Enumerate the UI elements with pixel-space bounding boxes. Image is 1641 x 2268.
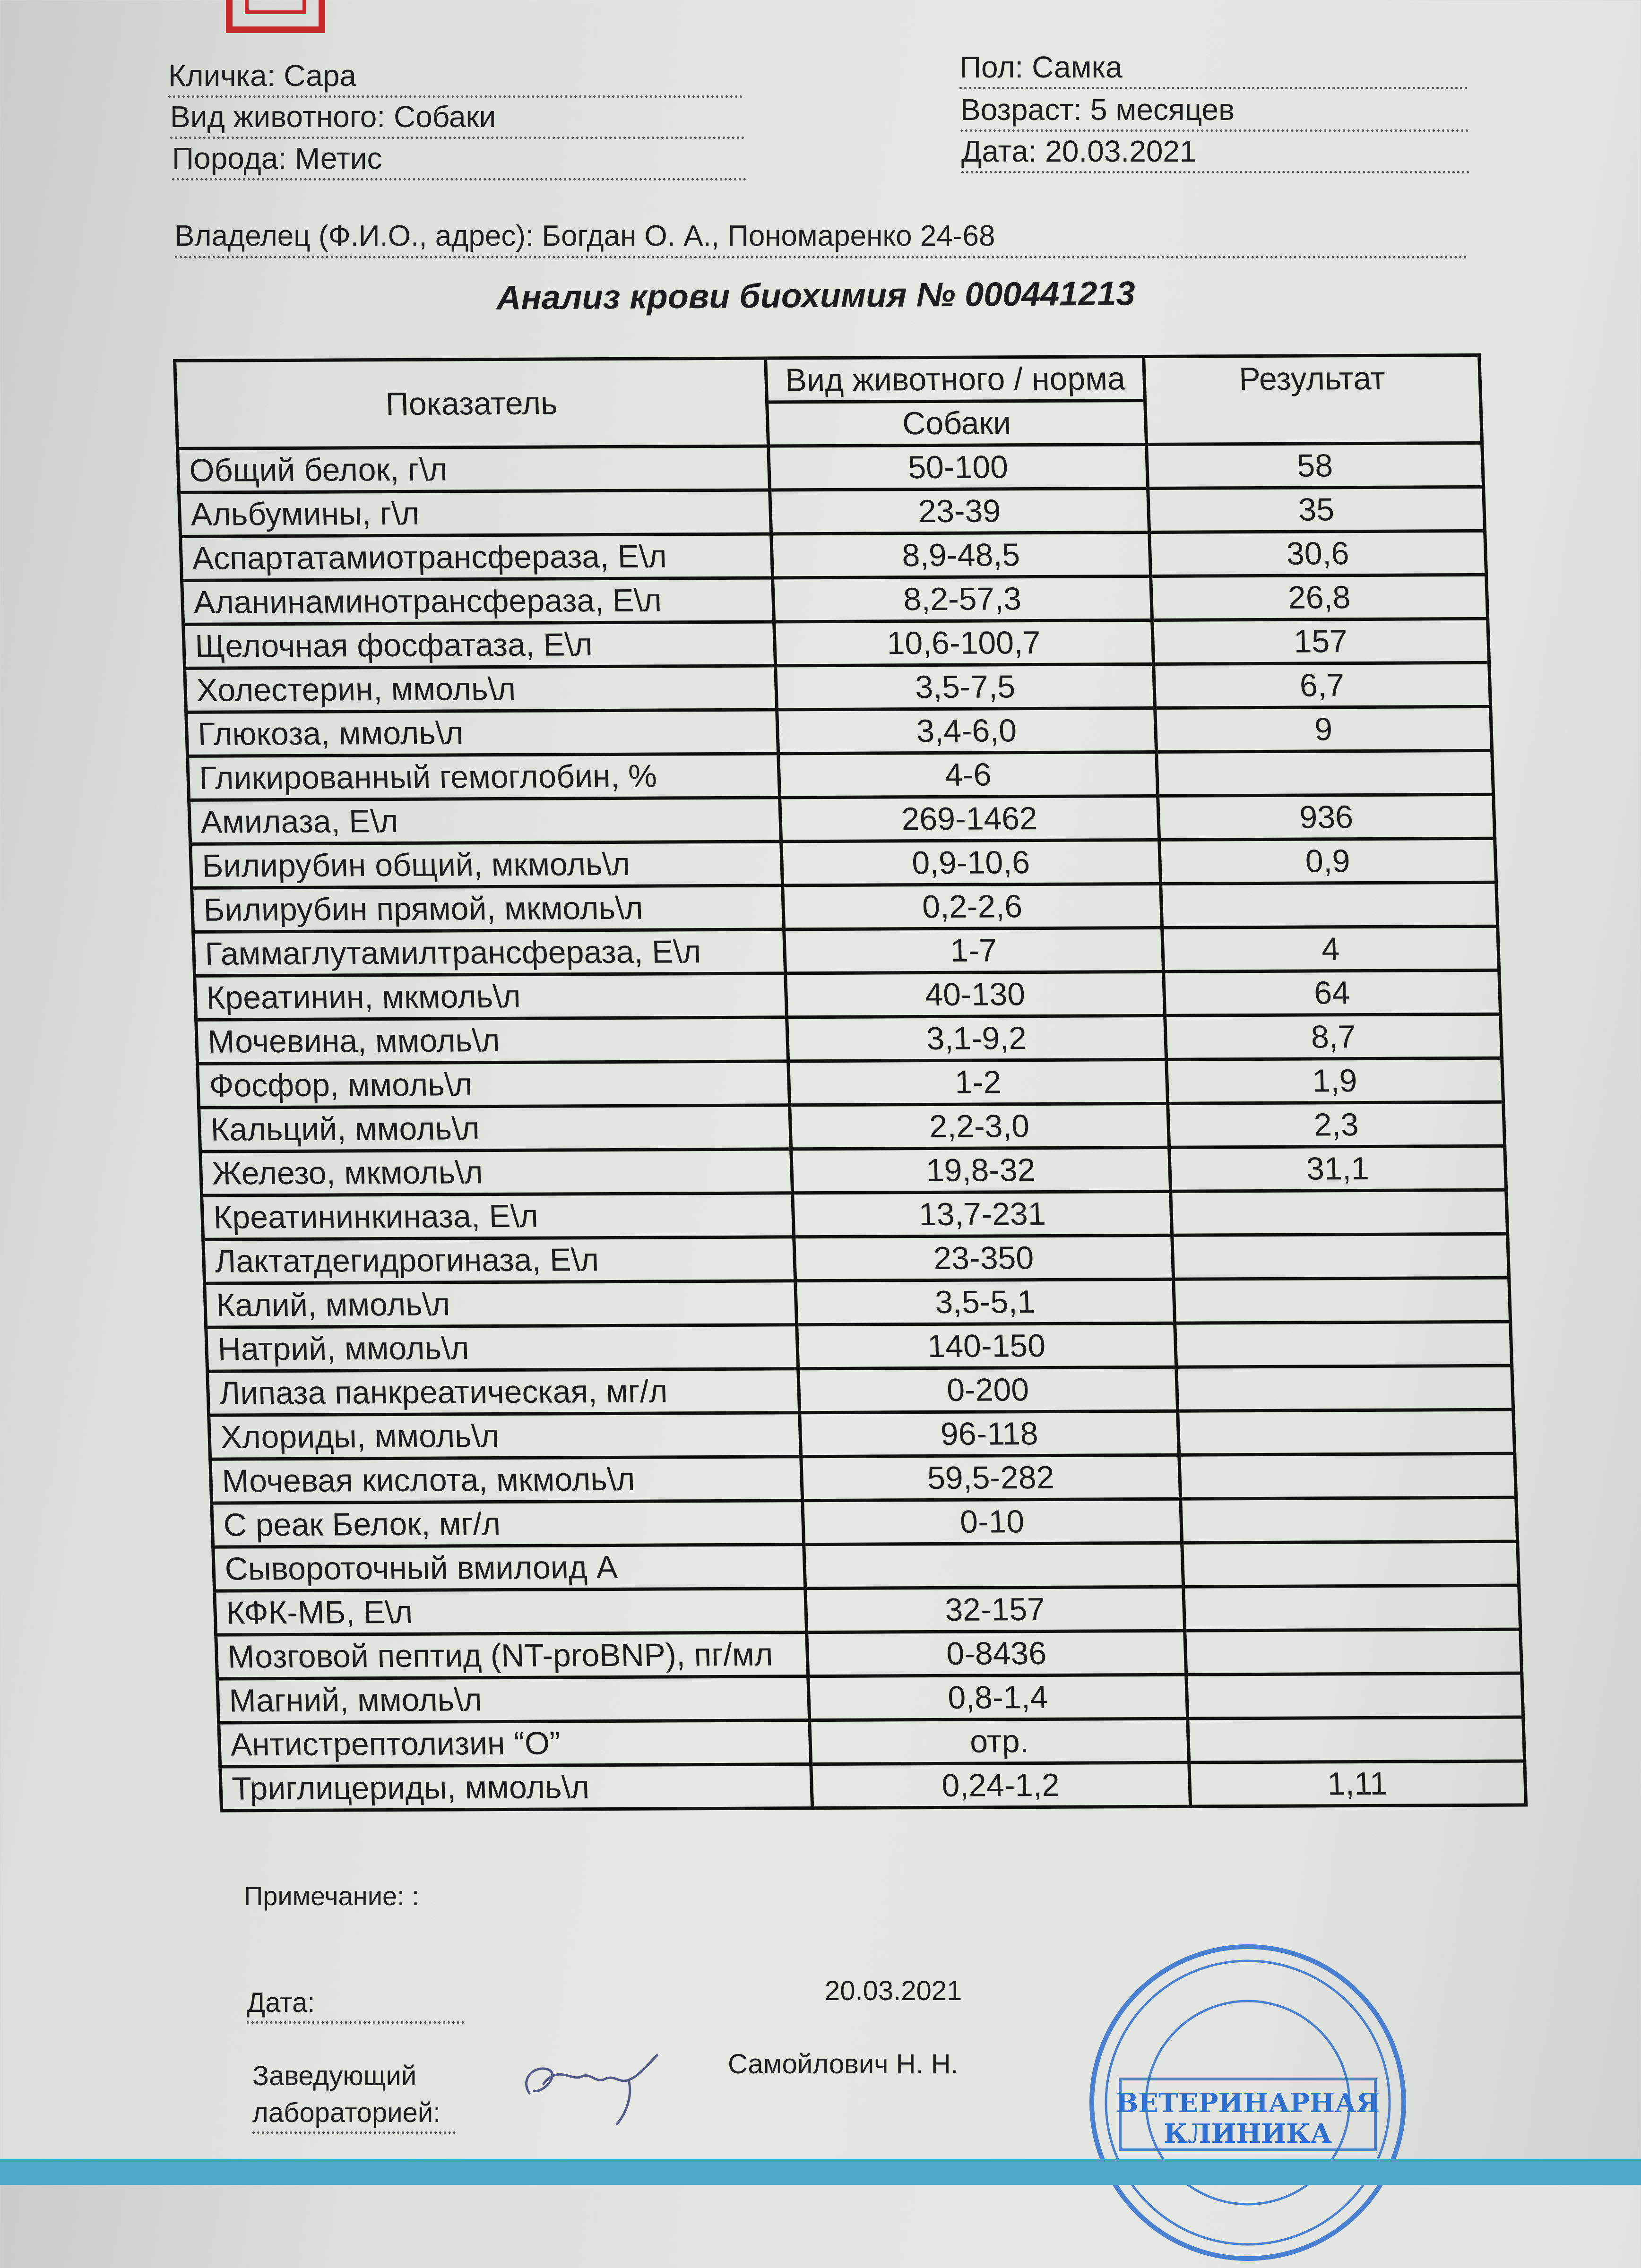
column-header-norm: Вид животного / норма [766, 357, 1145, 402]
indicator-cell: Гликированный гемоглобин, % [188, 754, 780, 800]
table-row [206, 1322, 1512, 1371]
indicator-cell: Кальций, ммоль\л [199, 1105, 791, 1151]
table-row [190, 838, 1496, 888]
footer-date-label: Дата: [247, 1984, 464, 2024]
indicator-cell: Мочевина, ммоль\л [196, 1017, 788, 1064]
indicator-cell: Фосфор, ммоль\л [198, 1061, 790, 1108]
head-label-line2: лабораторией: [252, 2095, 456, 2134]
norm-cell: 4-6 [778, 752, 1158, 797]
indicator-cell: Аланинаминотрансфераза, Е\л [182, 578, 774, 624]
indicator-cell: Магний, ммоль\л [217, 1676, 810, 1723]
result-cell: 8,7 [1165, 1014, 1502, 1059]
result-cell [1181, 1497, 1518, 1543]
norm-cell: 59,5-282 [801, 1455, 1181, 1500]
table-row [182, 575, 1488, 624]
table-row [188, 750, 1494, 800]
norm-cell: 0,9-10,6 [781, 840, 1161, 885]
biochemistry-table [173, 353, 1524, 1813]
result-cell [1171, 1190, 1508, 1235]
norm-cell: 32-157 [805, 1587, 1185, 1632]
norm-cell: 23-39 [770, 489, 1149, 534]
sex-field: Пол: Самка [959, 47, 1468, 89]
result-cell [1179, 1453, 1516, 1499]
indicator-cell: Сывороточный вмилоид А [213, 1545, 805, 1591]
indicator-cell: С реак Белок, мг/л [212, 1501, 804, 1547]
table-row [183, 619, 1489, 668]
table-row [195, 970, 1501, 1020]
result-cell [1176, 1366, 1513, 1411]
indicator-cell: Липаза панкреатическая, мг/л [207, 1369, 800, 1415]
result-cell [1175, 1322, 1512, 1367]
footer-date-value: 20.03.2021 [825, 1976, 962, 2006]
column-header-indicator: Показатель [175, 358, 769, 448]
indicator-cell: Билирубин прямой, мкмоль\л [192, 885, 784, 932]
indicator-cell: Триглицериды, ммоль\л [220, 1764, 812, 1811]
table-row [215, 1585, 1520, 1635]
indicator-cell: Мочевая кислота, мкмоль\л [210, 1457, 803, 1503]
indicator-cell: Альбумины, г\л [179, 490, 771, 536]
result-cell: 0,9 [1159, 838, 1496, 884]
species-field: Вид животного: Собаки [170, 97, 744, 139]
result-cell: 1,9 [1166, 1058, 1503, 1103]
result-cell [1161, 882, 1498, 928]
indicator-cell: Антистрептолизин “О” [219, 1720, 811, 1767]
norm-cell: 269-1462 [780, 796, 1159, 841]
owner-field: Владелец (Ф.И.О., адрес): Богдан О. А., Пономаренко 24-68 [175, 216, 1468, 258]
result-cell: 936 [1158, 794, 1495, 840]
result-cell: 9 [1155, 706, 1492, 752]
norm-cell: 8,2-57,3 [773, 576, 1152, 621]
indicator-cell: Билирубин общий, мкмоль\л [190, 842, 783, 888]
table-row [199, 1102, 1505, 1151]
result-cell [1157, 750, 1494, 796]
date-field: Дата: 20.03.2021 [961, 131, 1469, 173]
result-cell [1188, 1717, 1525, 1762]
note-label: Примечание: : [244, 1881, 419, 1911]
table-row [189, 794, 1495, 844]
stamp-line2: КЛИНИКА [1164, 2118, 1332, 2149]
table-row [212, 1497, 1518, 1547]
norm-cell: 40-130 [786, 971, 1165, 1017]
norm-cell: 0-200 [798, 1367, 1178, 1412]
table-row [219, 1717, 1525, 1767]
result-cell [1178, 1409, 1515, 1455]
norm-cell: 0,8-1,4 [808, 1675, 1188, 1720]
indicator-cell: Креатинин, мкмоль\л [195, 973, 787, 1020]
indicator-cell: Мозговой пептид (NT-proBNP), пг/мл [216, 1632, 808, 1679]
result-cell: 2,3 [1168, 1102, 1505, 1147]
indicator-cell: Креатининкиназа, Е\л [202, 1193, 794, 1239]
result-cell [1182, 1541, 1519, 1587]
norm-cell: 19,8-32 [791, 1147, 1171, 1193]
indicator-cell: Лактатдегидрогиназа, Е\л [203, 1237, 795, 1283]
result-cell [1183, 1585, 1520, 1631]
table-row [202, 1190, 1508, 1239]
table-row [203, 1234, 1509, 1283]
indicator-cell: Холестерин, ммоль\л [185, 666, 777, 712]
table-row [205, 1278, 1511, 1327]
table-row [181, 531, 1486, 580]
result-cell [1174, 1278, 1511, 1323]
norm-cell: 0,24-1,2 [811, 1762, 1191, 1808]
breed-field: Порода: Метис [172, 138, 746, 180]
result-cell: 58 [1147, 443, 1484, 488]
result-cell: 26,8 [1151, 575, 1488, 620]
table-row [213, 1541, 1519, 1591]
result-cell [1186, 1673, 1523, 1718]
table-row [210, 1453, 1516, 1503]
norm-cell: 3,5-5,1 [795, 1279, 1175, 1324]
norm-cell: 50-100 [769, 445, 1148, 490]
result-cell: 30,6 [1149, 531, 1486, 576]
norm-cell: 140-150 [797, 1323, 1176, 1368]
norm-cell [804, 1543, 1183, 1588]
table-row [200, 1146, 1506, 1195]
document-title: Анализ крови биохимия № 000441213 [496, 275, 1135, 317]
result-cell: 1,11 [1189, 1761, 1526, 1806]
indicator-cell: Калий, ммоль\л [205, 1281, 797, 1327]
indicator-cell: КФК-МБ, Е\л [215, 1589, 807, 1635]
norm-cell: 3,4-6,0 [777, 708, 1157, 753]
head-label-line1: Заведующий [252, 2061, 417, 2091]
indicator-cell: Общий белок, г\л [178, 446, 770, 492]
table-body [178, 443, 1526, 1811]
indicator-cell: Железо, мкмоль\л [200, 1149, 793, 1195]
norm-cell: 13,7-231 [793, 1191, 1172, 1237]
column-header-result: Результат [1144, 355, 1482, 444]
pet-name-field: Кличка: Сара [168, 56, 743, 98]
norm-cell: 3,1-9,2 [787, 1015, 1166, 1061]
indicator-cell: Натрий, ммоль\л [206, 1325, 798, 1371]
norm-cell: 1-7 [784, 928, 1164, 973]
norm-cell: 10,6-100,7 [774, 620, 1154, 665]
norm-cell: 23-350 [794, 1235, 1174, 1280]
norm-cell: 0,2-2,6 [783, 884, 1162, 929]
norm-cell: 1-2 [788, 1059, 1168, 1105]
result-cell: 6,7 [1154, 662, 1491, 708]
result-cell: 157 [1152, 619, 1489, 664]
indicator-cell: Хлориды, ммоль\л [209, 1413, 801, 1459]
age-field: Возраст: 5 месяцев [960, 90, 1468, 132]
result-cell [1185, 1629, 1522, 1675]
indicator-cell: Аспартатамиотрансфераза, Е\л [181, 534, 773, 580]
table-row [178, 443, 1484, 492]
column-subheader-species: Собаки [767, 401, 1147, 446]
norm-cell: 8,9-48,5 [771, 532, 1151, 577]
result-cell: 35 [1148, 487, 1485, 532]
screen-taskbar [0, 2159, 1641, 2185]
norm-cell: 0-8436 [807, 1631, 1186, 1676]
indicator-cell: Гаммаглутамилтрансфераза, Е\л [193, 929, 786, 976]
norm-cell: 96-118 [800, 1411, 1179, 1456]
table-row [186, 706, 1492, 756]
table-row [220, 1761, 1526, 1811]
table-row [209, 1409, 1515, 1459]
clinic-logo [226, 0, 325, 33]
table-row [216, 1629, 1522, 1679]
indicator-cell: Амилаза, Е\л [189, 798, 781, 844]
norm-cell: 2,2-3,0 [790, 1103, 1169, 1149]
result-cell: 31,1 [1169, 1146, 1506, 1191]
indicator-cell: Глюкоза, ммоль\л [186, 710, 778, 756]
signature-image [515, 2036, 666, 2131]
norm-cell: отр. [810, 1718, 1189, 1764]
table-row [207, 1366, 1513, 1415]
table-row [217, 1673, 1523, 1723]
table-row [192, 882, 1498, 932]
table-row [185, 662, 1491, 712]
stamp-line1: ВЕТЕРИНАРНАЯ [1116, 2088, 1380, 2119]
table-row [196, 1014, 1502, 1064]
result-cell: 64 [1164, 970, 1501, 1015]
head-name: Самойлович Н. Н. [728, 2049, 959, 2079]
norm-cell: 0-10 [803, 1499, 1182, 1544]
table-row [198, 1058, 1503, 1108]
table-row [193, 926, 1499, 976]
result-cell [1172, 1234, 1509, 1279]
result-cell: 4 [1162, 926, 1499, 971]
table-row [179, 487, 1485, 536]
indicator-cell: Щелочная фосфатаза, Е\л [183, 622, 776, 668]
clinic-stamp [1082, 1937, 1413, 2268]
norm-cell: 3,5-7,5 [776, 664, 1155, 709]
